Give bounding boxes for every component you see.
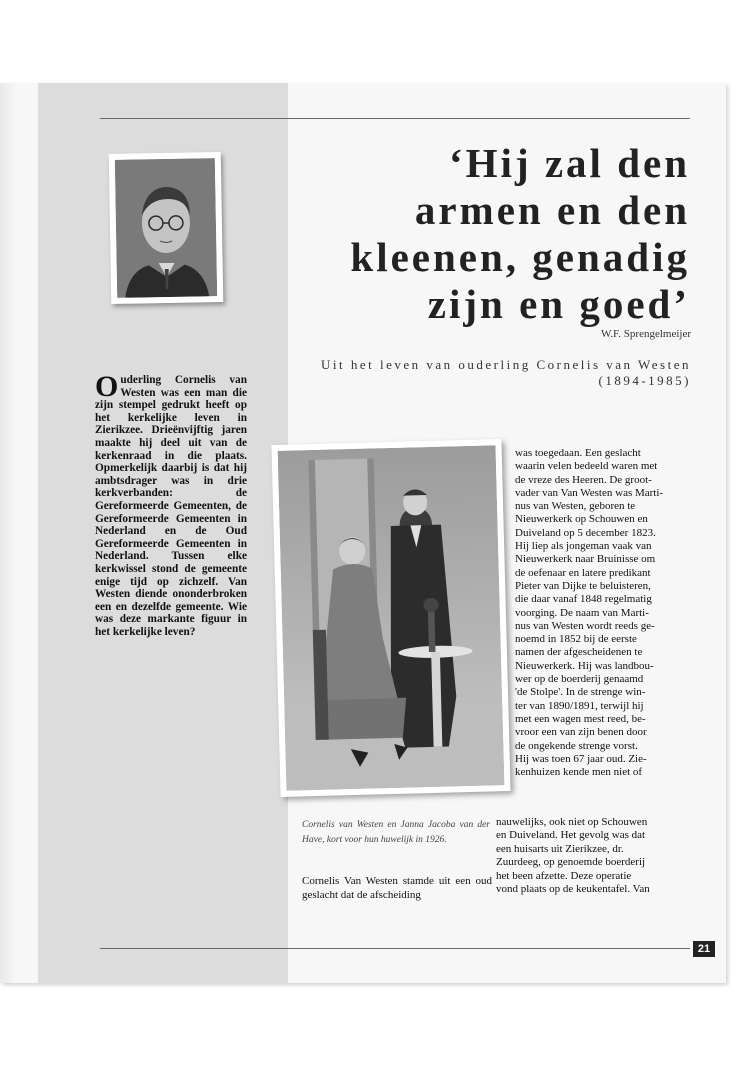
title-line: armen en den (414, 187, 690, 233)
text-line: met een wagen mest reed, be- (515, 712, 646, 725)
text-line: die daar vanaf 1848 regelmatig (515, 593, 652, 606)
title-line: ‘Hij zal den (449, 140, 690, 186)
text-line: Hij liep als jongeman vaak van (515, 540, 652, 553)
text-line: vroor een van zijn benen door (515, 726, 647, 739)
text-line: ter van 1890/1891, terwijl hij (515, 699, 644, 712)
intro-paragraph (95, 370, 247, 638)
text-line: namen der afgescheidenen te (515, 646, 643, 659)
text-line: de oefenaar en latere predikant (515, 566, 651, 579)
bottom-rule (100, 948, 690, 949)
portrait-photo (109, 152, 224, 304)
text-line: de ongekende strenge vorst. (515, 739, 638, 752)
title-line: zijn en goed’ (427, 281, 690, 327)
body-column-middle: Cornelis Van Westen stamde uit een oud geslacht dat de afscheiding (302, 875, 492, 901)
text-line: was toegedaan. Een geslacht (515, 447, 641, 459)
text-line: Nieuwerkerk naar Bruinisse om (515, 553, 656, 566)
text-line: kenhuizen kende men niet of (515, 766, 643, 779)
text-line: noemd in 1852 bij de eerste (515, 633, 637, 646)
intro-text: uderling Cornelis van Westen was een man die zijn stempel gedrukt heeft op het kerkelijke leven in Zierikzee. Drieënvijftig jaren maakte hij deel uit van de kerkenraad in die plaats. Opmerkelijk daarbij is dat hij ambtsdrager was in drie kerkverbanden: de Gereformeerde Gemeenten, de Gereformeerde Gemeenten in Nederland en de Oud Gereformeerde Gemeenten in Nederland. Tussen elke kerkwissel stond de gemeente enige tijd op zichzelf. Van Westen diende ononderbroken een en dezelfde gemeente. Wie was deze markante figuur in het kerkelijke leven? (95, 374, 247, 638)
couple-photo (271, 439, 510, 797)
top-rule (100, 118, 690, 119)
author-name: W.F. Sprengelmeijer (600, 328, 691, 340)
text-line: Hij was toen 67 jaar oud. Zie- (515, 752, 647, 765)
page-number: 21 (693, 941, 715, 957)
text-line: Zuurdeeg, op genoemde boerderij (496, 856, 646, 869)
text-line: vond plaats op de keukentafel. Van (496, 883, 650, 896)
text-line: wer op de boerderij genaamd (515, 673, 644, 686)
book-spine (0, 83, 14, 983)
title-line: kleenen, genadig (350, 234, 690, 280)
drop-cap: O (95, 370, 119, 403)
body-column-bottom (496, 816, 690, 896)
text-line: en Duiveland. Het gevolg was dat (496, 829, 646, 842)
photo-caption: Cornelis van Westen en Janna Jacoba van der Have, kort voor hun huwelijk in 1926. (302, 820, 490, 845)
text-line: waarin velen bedeeld waren met (515, 460, 658, 473)
body-column-right (515, 447, 690, 779)
text-line: nus van Westen wordt reeds ge- (515, 619, 655, 632)
text-line: de vreze des Heeren. De groot- (515, 473, 652, 486)
text-line: Duiveland op 5 december 1823. (515, 526, 656, 539)
text-line: een huisarts uit Zierikzee, dr. (496, 842, 624, 855)
text-line: Nieuwerkerk op Schouwen en (515, 513, 648, 526)
article-title (330, 140, 690, 328)
text-line: Nieuwerkerk. Hij was landbou- (515, 659, 654, 672)
text-line: vader van Van Westen was Marti- (515, 486, 664, 499)
text-line: 'de Stolpe'. In de strenge win- (515, 686, 646, 699)
subtitle-line: Uit het leven van ouderling Cornelis van Westen (320, 357, 691, 372)
text-line: nus van Westen, geboren te (515, 500, 636, 513)
text-line: Pieter van Dijke te beluisteren, (515, 579, 651, 592)
subtitle-line: (1894-1985) (598, 373, 691, 388)
text-line: het been afzette. Deze operatie (496, 869, 632, 882)
text-line: voorging. De naam van Marti- (515, 606, 649, 619)
article-subtitle (291, 357, 691, 389)
text-line: nauwelijks, ook niet op Schouwen (496, 816, 648, 828)
